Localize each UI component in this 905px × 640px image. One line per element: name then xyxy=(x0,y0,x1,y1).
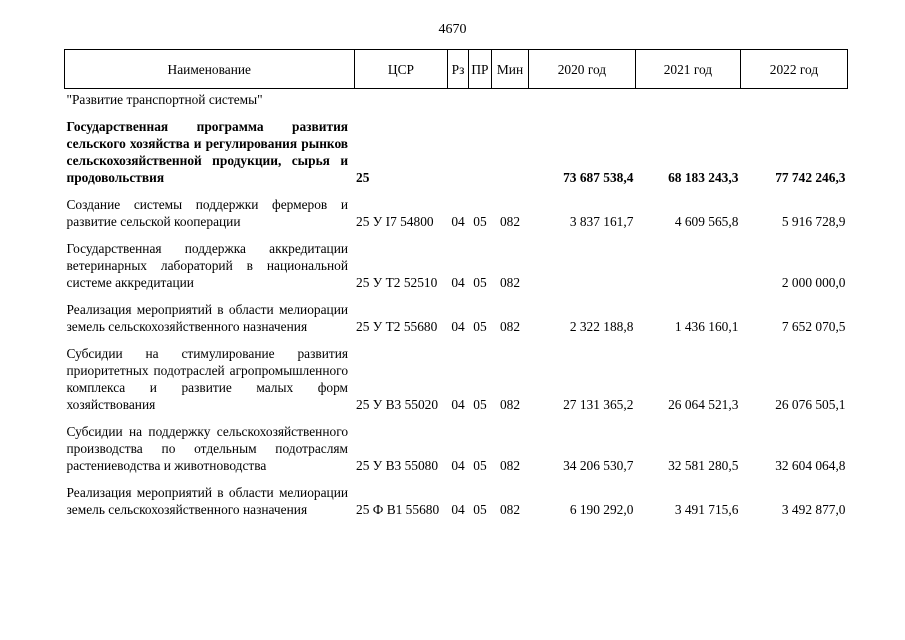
row-pr: 05 xyxy=(473,502,487,517)
header-csr: ЦСР xyxy=(354,50,448,89)
table-row xyxy=(65,484,848,518)
row-2021: 3 491 715,6 xyxy=(674,502,739,517)
table-row xyxy=(65,196,848,230)
row-pr: 05 xyxy=(473,275,487,290)
row-csr: 25 У В3 55080 xyxy=(356,458,439,473)
header-rz: Рз xyxy=(448,50,468,89)
row-min: 082 xyxy=(499,502,521,517)
row-2020: 6 190 292,0 xyxy=(569,502,634,517)
row-rz: 04 xyxy=(451,319,465,334)
row-min: 082 xyxy=(499,319,521,334)
row-pr: 05 xyxy=(473,214,487,229)
row-name: Государственная поддержка аккредитации ветеринарных лабораторий в национальной системе аккредитации xyxy=(66,241,349,290)
row-min xyxy=(492,118,529,186)
page-number: 4670 xyxy=(438,22,467,37)
row-2022: 5 916 728,9 xyxy=(781,214,846,229)
row-2020: 3 837 161,7 xyxy=(569,214,634,229)
row-2020: 73 687 538,4 xyxy=(563,170,634,185)
row-2022: 3 492 877,0 xyxy=(781,502,846,517)
row-csr: 25 У Т2 55680 xyxy=(356,319,438,334)
row-2021: 1 436 160,1 xyxy=(674,319,739,334)
row-name: Реализация мероприятий в области мелиорации земель сельскохозяйственного назначения xyxy=(66,485,349,517)
table-row xyxy=(65,345,848,413)
row-pr: 05 xyxy=(473,397,487,412)
row-2021 xyxy=(635,240,740,291)
row-name: Создание системы поддержки фермеров и развитие сельской кооперации xyxy=(66,197,349,229)
row-min: 082 xyxy=(499,458,521,473)
header-pr: ПР xyxy=(468,50,491,89)
row-2022: 77 742 246,3 xyxy=(775,170,846,185)
row-2021: 26 064 521,3 xyxy=(668,397,739,412)
row-2022: 32 604 064,8 xyxy=(775,458,846,473)
row-min: 082 xyxy=(499,397,521,412)
row-min: 082 xyxy=(499,214,521,229)
table-header-row xyxy=(65,50,848,89)
row-min: 082 xyxy=(499,275,521,290)
row-name: Государственная программа развития сельского хозяйства и регулирования рынков сельскохозяйственной продукции, сырья и продовольствия xyxy=(66,119,349,185)
continuation-row xyxy=(65,89,848,109)
header-2022: 2022 год xyxy=(740,50,847,89)
row-csr: 25 xyxy=(356,170,370,185)
row-rz: 04 xyxy=(451,458,465,473)
budget-table xyxy=(64,49,848,518)
header-2020: 2020 год xyxy=(528,50,635,89)
row-2022: 26 076 505,1 xyxy=(775,397,846,412)
table-row xyxy=(65,240,848,291)
row-csr: 25 У Т2 52510 xyxy=(356,275,438,290)
row-csr: 25 У I7 54800 xyxy=(356,214,434,229)
row-rz: 04 xyxy=(451,397,465,412)
row-csr: 25 У В3 55020 xyxy=(356,397,439,412)
row-rz: 04 xyxy=(451,214,465,229)
row-2020: 2 322 188,8 xyxy=(569,319,634,334)
row-name: Реализация мероприятий в области мелиорации земель сельскохозяйственного назначения xyxy=(66,302,349,334)
table-row xyxy=(65,301,848,335)
row-csr: 25 Ф В1 55680 xyxy=(356,502,440,517)
row-pr: 05 xyxy=(473,458,487,473)
row-rz xyxy=(448,118,468,186)
row-2022: 7 652 070,5 xyxy=(781,319,846,334)
continuation-text: "Развитие транспортной системы" xyxy=(66,92,263,107)
row-2021: 32 581 280,5 xyxy=(668,458,739,473)
row-rz: 04 xyxy=(451,502,465,517)
table-row xyxy=(65,118,848,186)
header-name: Наименование xyxy=(65,50,355,89)
row-rz: 04 xyxy=(451,275,465,290)
header-2021: 2021 год xyxy=(635,50,740,89)
row-name: Субсидии на поддержку сельскохозяйственного производства по отдельным подотраслям растениеводства и животноводства xyxy=(66,424,349,473)
row-2021: 68 183 243,3 xyxy=(668,170,739,185)
row-2020: 27 131 365,2 xyxy=(563,397,634,412)
row-name: Субсидии на стимулирование развития приоритетных подотраслей агропромышленного комплекса и развитие малых форм хозяйствования xyxy=(66,346,349,412)
row-2021: 4 609 565,8 xyxy=(674,214,739,229)
table-row xyxy=(65,423,848,474)
row-2022: 2 000 000,0 xyxy=(781,275,846,290)
row-2020 xyxy=(528,240,635,291)
row-pr: 05 xyxy=(473,319,487,334)
row-2020: 34 206 530,7 xyxy=(563,458,634,473)
header-min: Мин xyxy=(492,50,529,89)
row-pr xyxy=(468,118,491,186)
